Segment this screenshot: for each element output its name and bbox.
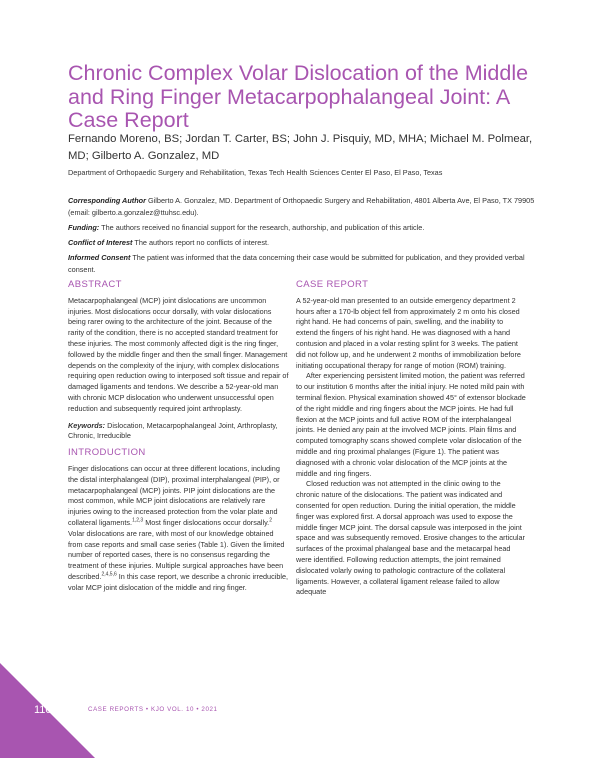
intro-text-3: Volar dislocations are rare, with most of our knowledge obtained from case reports and small case series (Table 1). Given the limited number of reported cases, there is no consensus regarding the treatment of these injuries. Multiple surgical approaches have been described. — [68, 528, 285, 581]
citation-ref: 2 — [269, 517, 272, 524]
corresponding-author — [68, 195, 538, 218]
journal-footer: CASE REPORTS • KJO VOL. 10 • 2021 — [88, 706, 218, 713]
consent-label: Informed Consent — [68, 253, 131, 262]
case-paragraph-2: After experiencing persistent limited motion, the patient was referred to our institution 6 months after the initial injury. He noted mild pain with terminal flexion. Physical examination showed 45° of extensor blockade of the right middle and ring fingers about the MCP joints. He had full flexion at the MCP joints and full active ROM of the interphalangeal joints. He denied any pain at the involved MCP joints. Plain films and computed tomography scans showed complete volar dislocation of the middle and ring proximal phalanges (Figure 1). The patient was diagnosed with a chronic volar dislocation of the MCP joints at the middle and ring fingers. — [296, 371, 526, 478]
case-paragraph-1: A 52-year-old man presented to an outside emergency department 2 hours after a 170-lb object fell from approximately 2 m onto his closed right hand. He had concerns of pain, swelling, and the inability to extend the fingers of his right hand. He was diagnosed with a hand contusion and placed in a volar resting splint for 3 weeks. The patient did not follow up, and he underwent 2 months of immobilization before initiating occupational therapy for range of motion (ROM) training. — [296, 295, 521, 370]
author-list: Fernando Moreno, BS; Jordan T. Carter, BS; John J. Pisquiy, MD, MHA; Michael M. Polmear, MD; Gilberto A. Gonzalez, MD — [68, 133, 533, 162]
citation-ref: 1,2,3 — [132, 517, 144, 524]
conflict-label: Conflict of Interest — [68, 238, 133, 247]
introduction-heading: INTRODUCTION — [68, 447, 146, 459]
page-number: 110 — [34, 704, 52, 716]
introduction-paragraph — [68, 464, 290, 594]
intro-text-1: Finger dislocations can occur at three different locations, including the distal interphalangeal (DIP), proximal interphalangeal (PIP), or metacarpophalangeal (MCP) joints. PIP joint dislocations are the most common, while MCP joint dislocations are relatively rare injuries owing to the increased protection from the volar plate and collateral ligaments. — [68, 463, 280, 527]
abstract-heading: ABSTRACT — [68, 279, 122, 290]
case-paragraph-3: Closed reduction was not attempted in the clinic owing to the chronic nature of the dislocations. The patient was indicated and consented for open reduction. During the initial operation, the middle finger was explored first. A dorsal approach was used to expose the middle finger MCP joint. The dorsal capsule was interposed in the joint space and was subsequently removed. Erosive changes to the articular surfaces of the proximal phalangeal base and the metacarpal head were identified. Following reduction attempts, the joint remained dislocated volarly owing to pathologic contracture of the collateral ligaments. However, a collateral ligament release failed to allow adequate — [296, 479, 525, 597]
keywords-label: Keywords: — [68, 420, 106, 430]
intro-text-2: Most finger dislocations occur dorsally. — [143, 517, 270, 527]
funding-label: Funding: — [68, 223, 100, 232]
consent-statement — [68, 252, 538, 275]
affiliation: Department of Orthopaedic Surgery and Rehabilitation, Texas Tech Health Sciences Center El Paso, El Paso, Texas — [68, 168, 443, 177]
conflict-text: The authors report no conflicts of interest. — [134, 238, 270, 247]
abstract-text: Metacarpophalangeal (MCP) joint dislocations are uncommon injuries. Most dislocations occur dorsally, with volar dislocations being rarer owing to the architecture of the joint. Because of the rarity of the condition, there is no accepted standard treatment for these injuries. The most commonly affected digit is the ring finger, followed by the middle finger and then the small finger. Management depends on the complexity of the injury, with complex dislocations requiring open reduction owing to interposed soft tissue and repair of damaged ligaments and tendons. We describe a 52-year-old man with chronic MCP dislocation who underwent unsuccessful open reduction and subsequently required joint arthroplasty. — [68, 295, 289, 413]
right-column — [296, 280, 526, 598]
keywords-text: Dislocation, Metacarpophalangeal Joint, Arthroplasty, Chronic, Irreducible — [68, 420, 278, 441]
corresponding-author-text: Gilberto A. Gonzalez, MD. Department of Orthopaedic Surgery and Rehabilitation, 4801 Alberta Ave, El Paso, TX 79905 (email: gilberto.a.gonzalez@ttuhsc.edu). — [68, 196, 535, 217]
consent-text: The patient was informed that the data concerning their case would be submitted for publication, and they provided verbal consent. — [68, 253, 525, 274]
funding-statement — [68, 222, 538, 234]
case-report-heading: CASE REPORT — [296, 279, 369, 290]
conflict-statement — [68, 237, 538, 249]
intro-text-4: In this case report, we describe a chronic irreducible, volar MCP joint dislocation of the middle and ring finger. — [68, 571, 289, 592]
left-column — [68, 280, 290, 594]
citation-ref: 2,4,5,6 — [101, 571, 117, 578]
funding-text: The authors received no financial support for the research, authorship, and publication of this article. — [101, 223, 425, 232]
keywords — [68, 421, 290, 443]
corresponding-author-label: Corresponding Author — [68, 196, 146, 205]
article-title: Chronic Complex Volar Dislocation of the Middle and Ring Finger Metacarpophalangeal Joint: A Case Report — [68, 61, 529, 132]
